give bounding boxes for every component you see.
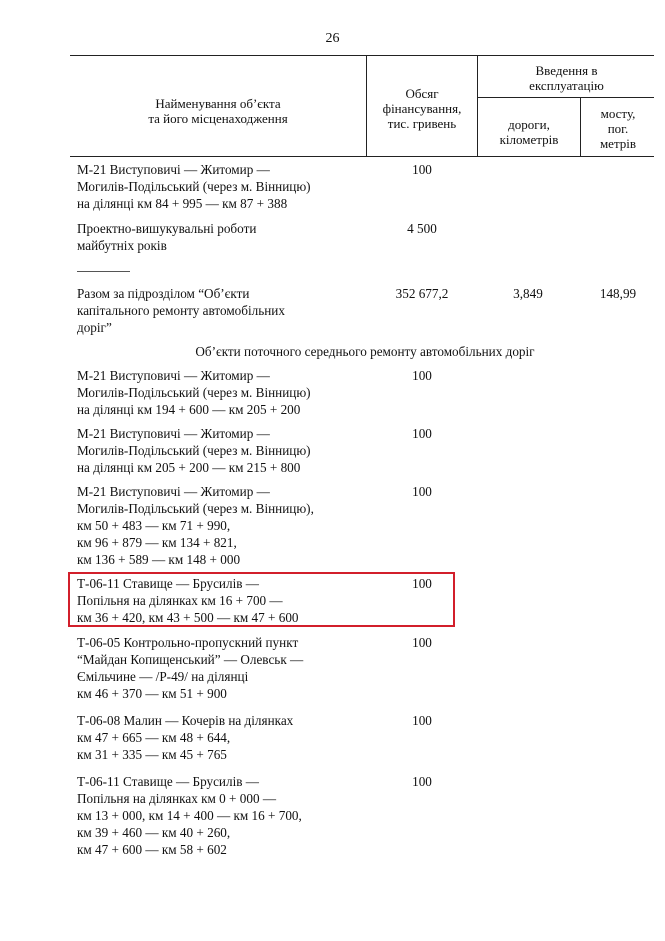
row-volume: 100 [412, 162, 432, 177]
row-name: Т-06-11 Ставище — Брусилів — Попільня на ділянках км 0 + 000 — км 13 + 000, км 14 + 400 — км 16 + 700, км 39 + 460 — км 40 + 260, км 47 + 600 — км 58 + 602 [77, 774, 302, 857]
row-volume: 100 [412, 774, 432, 789]
subtotal-bridges: 148,99 [599, 286, 637, 301]
header-name-column: Найменування об’єкта та його місценаходження [148, 96, 288, 126]
row-volume: 100 [412, 635, 432, 650]
header-roads-column: дороги, кілометрів [499, 117, 559, 147]
row-name: Проектно-вишукувальні роботи майбутніх років [77, 221, 257, 253]
header-bottom-rule [70, 156, 654, 157]
footnote-rule [77, 271, 130, 272]
row-volume: 100 [412, 426, 432, 441]
row-volume: 4 500 [407, 221, 437, 236]
row-name: Т-06-08 Малин — Кочерів на ділянках км 47 + 665 — км 48 + 644, км 31 + 335 — км 45 + 765 [77, 713, 294, 762]
header-divider-1 [366, 55, 367, 157]
header-commissioning: Введення в експлуатацію [529, 63, 604, 93]
row-name: М-21 Виступовичі — Житомир — Могилів-Подільський (через м. Вінницю) на ділянці км 205 + 200 — км 215 + 800 [77, 426, 311, 475]
row-name-highlighted: Т-06-11 Ставище — Брусилів — Попільня на ділянках км 16 + 700 — км 36 + 420, км 43 + 500 — км 47 + 600 [77, 576, 299, 625]
table-top-rule [70, 55, 654, 56]
row-volume: 100 [412, 484, 432, 499]
row-name: М-21 Виступовичі — Житомир — Могилів-Подільський (через м. Вінницю) на ділянці км 194 + 600 — км 205 + 200 [77, 368, 311, 417]
subtotal-roads: 3,849 [513, 286, 543, 301]
header-bridges-column: мосту, пог. метрів [599, 106, 637, 151]
row-volume-highlighted: 100 [412, 576, 432, 591]
commissioning-rule [478, 97, 654, 98]
row-volume: 100 [412, 713, 432, 728]
row-volume: 100 [412, 368, 432, 383]
row-name: Т-06-05 Контрольно-пропускний пункт “Майдан Копищенський” — Олевськ — Ємільчине — /Р-49/ на ділянці км 46 + 370 — км 51 + 900 [77, 635, 304, 701]
subtotal-volume: 352 677,2 [395, 286, 449, 301]
section-title: Об’єкти поточного середнього ремонту автомобільних доріг [195, 344, 535, 359]
row-name: М-21 Виступовичі — Житомир — Могилів-Подільський (через м. Вінницю) на ділянці км 84 + 995 — км 87 + 388 [77, 162, 311, 211]
page-number: 26 [325, 31, 340, 46]
header-divider-2 [477, 55, 478, 157]
row-name: М-21 Виступовичі — Житомир — Могилів-Подільський (через м. Вінницю), км 50 + 483 — км 71 + 990, км 96 + 879 — км 134 + 821, км 136 + 589 — км 148 + 000 [77, 484, 314, 567]
header-volume-column: Обсяг фінансування, тис. гривень [382, 86, 462, 131]
header-divider-3 [580, 98, 581, 157]
highlight-box [68, 572, 455, 627]
subtotal-name: Разом за підрозділом “Об’єкти капітального ремонту автомобільних доріг” [77, 286, 285, 335]
